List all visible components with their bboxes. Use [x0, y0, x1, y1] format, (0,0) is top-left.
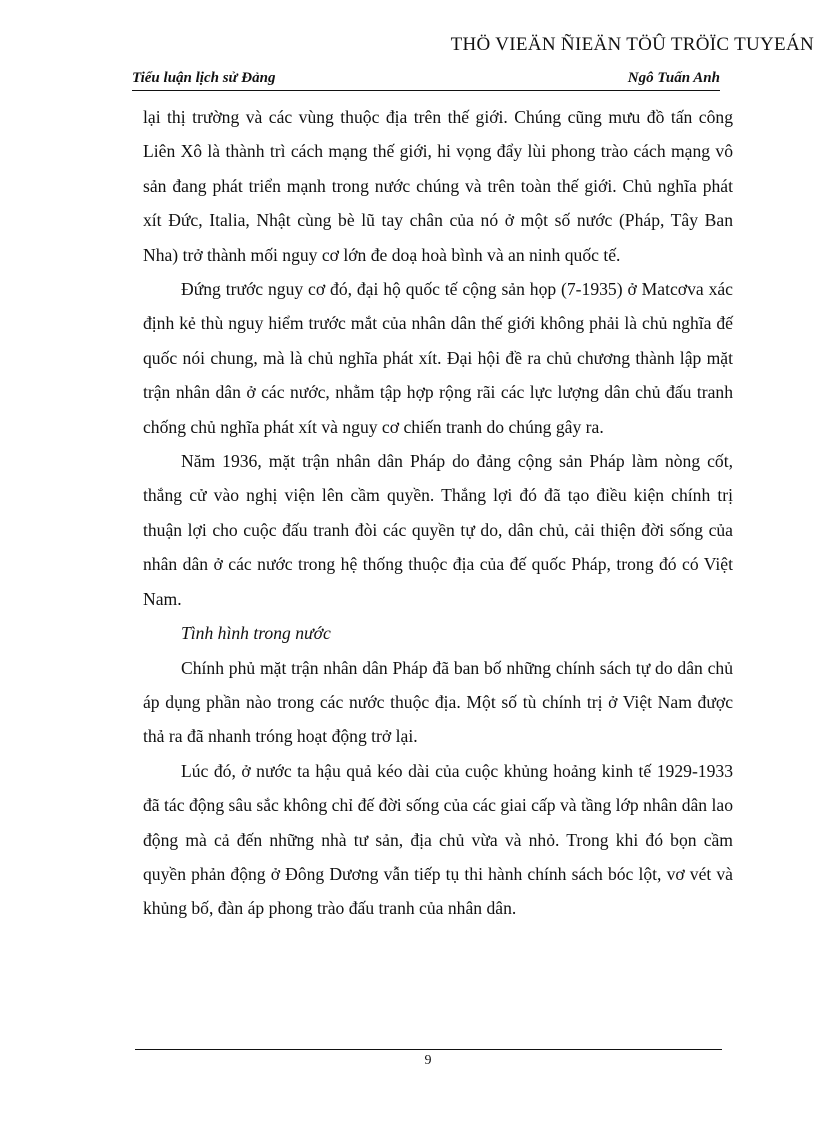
paragraph: Đứng trước nguy cơ đó, đại hộ quốc tế cộng sản họp (7-1935) ở Matcơva xác định kẻ thù nguy hiểm trước mắt của nhân dân thế giới không phải là chủ nghĩa đế quốc nói chung, mà là chủ nghĩa phát xít. Đại hội đề ra chủ chương thành lập mặt trận nhân dân ở các nước, nhằm tập hợp rộng rãi các lực lượng dân chủ đấu tranh chống chủ nghĩa phát xít và nguy cơ chiến tranh do chúng gây ra. — [143, 279, 733, 437]
document-body — [143, 100, 733, 926]
header-document-title: Tiểu luận lịch sử Đảng — [132, 70, 276, 86]
paragraph-continued: lại thị trường và các vùng thuộc địa trên thế giới. Chúng cũng mưu đồ tấn công Liên Xô là thành trì cách mạng thế giới, hi vọng đẩy lùi phong trào cách mạng vô sản đang phát triển mạnh trong nước chúng và trên toàn thế giới. Chủ nghĩa phát xít Đức, Italia, Nhật cùng bè lũ tay chân của nó ở một số nước (Pháp, Tây Ban Nha) trở thành mối nguy cơ lớn đe doạ hoà bình và an ninh quốc tế. — [143, 107, 733, 265]
paragraph: Lúc đó, ở nước ta hậu quả kéo dài của cuộc khủng hoảng kinh tế 1929-1933 đã tác động sâu sắc không chỉ đế đời sống của các giai cấp và tầng lớp nhân dân lao động mà cả đến những nhà tư sản, địa chủ vừa và nhỏ. Trong khi đó bọn cầm quyền phản động ở Đông Dương vẫn tiếp tụ thi hành chính sách bóc lột, vơ vét và khủng bố, đàn áp phong trào đấu tranh của nhân dân. — [143, 760, 733, 919]
watermark-banner: THÖ VIEÄN ÑIEÄN TÖÛ TRÖÏC TUYEÁN — [450, 34, 814, 55]
section-heading: Tình hình trong nước — [181, 623, 331, 644]
paragraph: Chính phủ mặt trận nhân dân Pháp đã ban bố những chính sách tự do dân chủ áp dụng phần nào trong các nước thuộc địa. Một số tù chính trị ở Việt Nam được thả ra đã nhanh tróng hoạt động trở lại. — [143, 657, 733, 747]
paragraph: Năm 1936, mặt trận nhân dân Pháp do đảng cộng sản Pháp làm nòng cốt, thắng cử vào nghị viện lên cầm quyền. Thắng lợi đó đã tạo điều kiện chính trị thuận lợi cho cuộc đấu tranh đòi các quyền tự do, dân chủ, cải thiện đời sống của nhân dân ở các nước trong hệ thống thuộc địa của đế quốc Pháp, trong đó có Việt Nam. — [143, 451, 733, 609]
header-author: Ngô Tuấn Anh — [627, 70, 720, 86]
footer-divider — [135, 1049, 722, 1050]
page-number: 9 — [424, 1053, 432, 1068]
running-header — [132, 70, 720, 91]
